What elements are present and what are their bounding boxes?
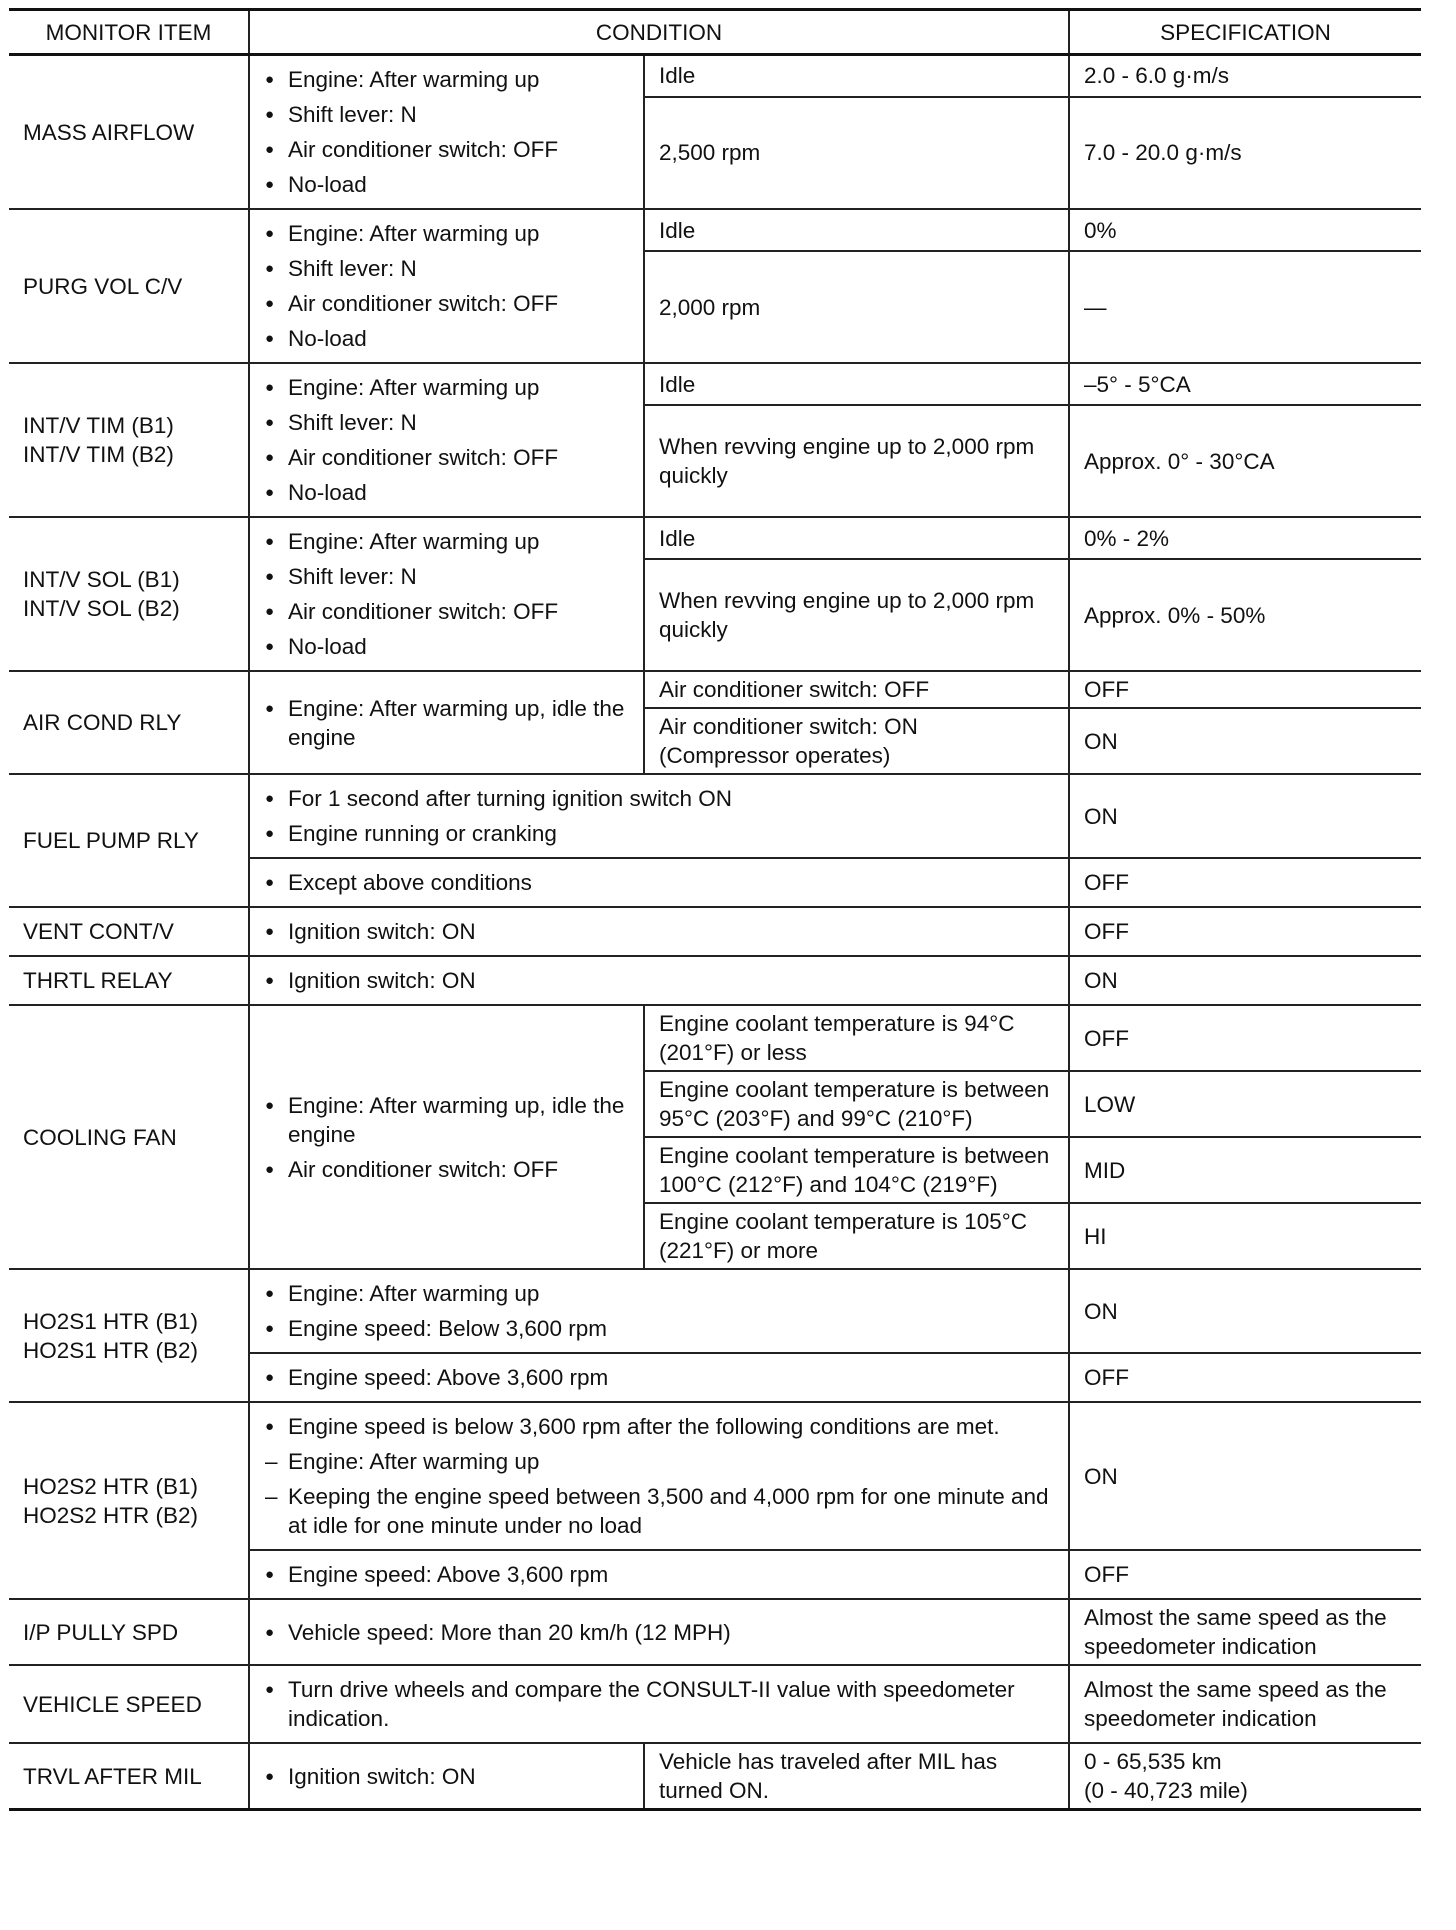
condition-item: ● Engine speed: Below 3,600 rpm bbox=[264, 1314, 1054, 1343]
item-line: INT/V TIM (B2) bbox=[23, 442, 174, 467]
table-row bbox=[9, 363, 1421, 405]
table-row bbox=[9, 517, 1421, 559]
condition-item: ● Engine: After warming up, idle the engine bbox=[264, 1091, 629, 1149]
spec-value: ON bbox=[1069, 956, 1421, 1005]
item-line: INT/V TIM (B1) bbox=[23, 413, 174, 438]
subcondition: Idle bbox=[644, 209, 1069, 251]
condition-item: ● Ignition switch: ON bbox=[264, 917, 1054, 946]
header-row bbox=[9, 10, 1421, 55]
header-specification: SPECIFICATION bbox=[1069, 10, 1421, 55]
condition-list bbox=[249, 858, 1069, 907]
condition-item: ● Shift lever: N bbox=[264, 408, 629, 437]
spec-line: 0 - 65,535 km bbox=[1084, 1749, 1222, 1774]
spec-value: –5° - 5°CA bbox=[1069, 363, 1421, 405]
condition-item: ● No-load bbox=[264, 478, 629, 507]
spec-value: 7.0 - 20.0 g·m/s bbox=[1069, 97, 1421, 210]
condition-list bbox=[249, 1665, 1069, 1743]
condition-item: ● Engine: After warming up bbox=[264, 373, 629, 402]
item-vehicle-speed: VEHICLE SPEED bbox=[9, 1665, 249, 1743]
table-row bbox=[9, 774, 1421, 858]
condition-item: ● Ignition switch: ON bbox=[264, 1762, 629, 1791]
condition-list bbox=[249, 1743, 644, 1810]
spec-value: MID bbox=[1069, 1137, 1421, 1203]
monitor-spec-table bbox=[9, 8, 1421, 1811]
table-row bbox=[9, 956, 1421, 1005]
condition-list bbox=[249, 1269, 1069, 1353]
table-row bbox=[9, 1402, 1421, 1550]
subcondition: Idle bbox=[644, 363, 1069, 405]
condition-list bbox=[249, 774, 1069, 858]
condition-item: ● Shift lever: N bbox=[264, 254, 629, 283]
condition-list bbox=[249, 517, 644, 671]
condition-list bbox=[249, 209, 644, 363]
table-row bbox=[9, 1743, 1421, 1810]
item-vent-cont: VENT CONT/V bbox=[9, 907, 249, 956]
item-trvl-after-mil: TRVL AFTER MIL bbox=[9, 1743, 249, 1810]
spec-value: Almost the same speed as the speedometer indication bbox=[1069, 1599, 1421, 1665]
table-row bbox=[9, 907, 1421, 956]
item-line: INT/V SOL (B2) bbox=[23, 596, 180, 621]
item-mass-airflow: MASS AIRFLOW bbox=[9, 55, 249, 210]
condition-item: ● Shift lever: N bbox=[264, 562, 629, 591]
condition-item: ● No-load bbox=[264, 324, 629, 353]
subcondition: When revving engine up to 2,000 rpm quickly bbox=[644, 559, 1069, 671]
condition-subitem: – Engine: After warming up bbox=[264, 1447, 1054, 1476]
condition-item: ● Engine: After warming up bbox=[264, 65, 629, 94]
condition-item: ● Air conditioner switch: OFF bbox=[264, 135, 629, 164]
item-ho2s1-htr bbox=[9, 1269, 249, 1402]
condition-item: ● Engine running or cranking bbox=[264, 819, 1054, 848]
spec-value: OFF bbox=[1069, 907, 1421, 956]
spec-value: 0% - 2% bbox=[1069, 517, 1421, 559]
spec-value bbox=[1069, 1743, 1421, 1810]
condition-item: ● Engine: After warming up, idle the engine bbox=[264, 694, 629, 752]
condition-item: ● Air conditioner switch: OFF bbox=[264, 289, 629, 318]
condition-item: ● Turn drive wheels and compare the CONSULT-II value with speedometer indication. bbox=[264, 1675, 1054, 1733]
subcondition: Engine coolant temperature is between 100°C (212°F) and 104°C (219°F) bbox=[644, 1137, 1069, 1203]
condition-list bbox=[249, 1353, 1069, 1402]
table-row bbox=[9, 1269, 1421, 1353]
condition-item: ● For 1 second after turning ignition switch ON bbox=[264, 784, 1054, 813]
item-air-cond-rly: AIR COND RLY bbox=[9, 671, 249, 774]
spec-value: OFF bbox=[1069, 858, 1421, 907]
condition-list bbox=[249, 956, 1069, 1005]
item-intv-tim bbox=[9, 363, 249, 517]
item-line: INT/V SOL (B1) bbox=[23, 567, 180, 592]
spec-value: 0% bbox=[1069, 209, 1421, 251]
item-fuel-pump-rly: FUEL PUMP RLY bbox=[9, 774, 249, 907]
table-row bbox=[9, 671, 1421, 708]
spec-value: OFF bbox=[1069, 1353, 1421, 1402]
spec-value: OFF bbox=[1069, 1550, 1421, 1599]
condition-item: ● Except above conditions bbox=[264, 868, 1054, 897]
table-row bbox=[9, 1599, 1421, 1665]
condition-list bbox=[249, 55, 644, 210]
spec-value: ON bbox=[1069, 774, 1421, 858]
spec-value: ON bbox=[1069, 1402, 1421, 1550]
subcondition: Idle bbox=[644, 55, 1069, 97]
condition-item: ● Engine speed: Above 3,600 rpm bbox=[264, 1363, 1054, 1392]
spec-value: Approx. 0% - 50% bbox=[1069, 559, 1421, 671]
table-row bbox=[9, 1005, 1421, 1071]
item-purg-vol: PURG VOL C/V bbox=[9, 209, 249, 363]
table-row bbox=[9, 55, 1421, 97]
condition-item: ● Engine: After warming up bbox=[264, 527, 629, 556]
subcondition: Vehicle has traveled after MIL has turned ON. bbox=[644, 1743, 1069, 1810]
table-row bbox=[9, 209, 1421, 251]
spec-value: OFF bbox=[1069, 1005, 1421, 1071]
item-line: HO2S1 HTR (B2) bbox=[23, 1337, 199, 1363]
subcondition: 2,500 rpm bbox=[644, 97, 1069, 210]
spec-value: Almost the same speed as the speedometer indication bbox=[1069, 1665, 1421, 1743]
condition-list bbox=[249, 907, 1069, 956]
subcondition: Air conditioner switch: ON (Compressor operates) bbox=[644, 708, 1069, 774]
item-intv-sol bbox=[9, 517, 249, 671]
spec-line: (0 - 40,723 mile) bbox=[1084, 1778, 1248, 1803]
condition-item: ● Engine speed: Above 3,600 rpm bbox=[264, 1560, 1054, 1589]
condition-list bbox=[249, 1599, 1069, 1665]
condition-item: ● Air conditioner switch: OFF bbox=[264, 597, 629, 626]
spec-value: Approx. 0° - 30°CA bbox=[1069, 405, 1421, 517]
item-ho2s2-htr bbox=[9, 1402, 249, 1599]
spec-value: OFF bbox=[1069, 671, 1421, 708]
subcondition: Air conditioner switch: OFF bbox=[644, 671, 1069, 708]
header-monitor-item: MONITOR ITEM bbox=[9, 10, 249, 55]
header-condition: CONDITION bbox=[249, 10, 1069, 55]
condition-list bbox=[249, 1550, 1069, 1599]
condition-subitem: – Keeping the engine speed between 3,500 and 4,000 rpm for one minute and at idle for one minute under no load bbox=[264, 1482, 1054, 1540]
spec-value: — bbox=[1069, 251, 1421, 363]
condition-item: ● Shift lever: N bbox=[264, 100, 629, 129]
item-thrtl-relay: THRTL RELAY bbox=[9, 956, 249, 1005]
condition-item: ● Air conditioner switch: OFF bbox=[264, 1155, 629, 1184]
condition-item: ● Air conditioner switch: OFF bbox=[264, 443, 629, 472]
condition-list bbox=[249, 363, 644, 517]
subcondition: Idle bbox=[644, 517, 1069, 559]
subcondition: 2,000 rpm bbox=[644, 251, 1069, 363]
spec-value: LOW bbox=[1069, 1071, 1421, 1137]
condition-list bbox=[249, 1402, 1069, 1550]
condition-item: ● Engine: After warming up bbox=[264, 1279, 1054, 1308]
condition-list bbox=[249, 671, 644, 774]
item-line: HO2S2 HTR (B1) bbox=[23, 1473, 199, 1499]
spec-value: ON bbox=[1069, 708, 1421, 774]
condition-item: ● Engine speed is below 3,600 rpm after the following conditions are met. bbox=[264, 1412, 1054, 1441]
subcondition: Engine coolant temperature is 105°C (221°F) or more bbox=[644, 1203, 1069, 1269]
table-row bbox=[9, 1665, 1421, 1743]
item-cooling-fan: COOLING FAN bbox=[9, 1005, 249, 1269]
spec-value: HI bbox=[1069, 1203, 1421, 1269]
subcondition: Engine coolant temperature is between 95°C (203°F) and 99°C (210°F) bbox=[644, 1071, 1069, 1137]
item-line: HO2S1 HTR (B1) bbox=[23, 1308, 199, 1334]
subcondition: Engine coolant temperature is 94°C (201°F) or less bbox=[644, 1005, 1069, 1071]
subcondition: When revving engine up to 2,000 rpm quickly bbox=[644, 405, 1069, 517]
condition-item: ● Engine: After warming up bbox=[264, 219, 629, 248]
condition-item: ● Vehicle speed: More than 20 km/h (12 MPH) bbox=[264, 1618, 1054, 1647]
spec-value: 2.0 - 6.0 g·m/s bbox=[1069, 55, 1421, 97]
item-line: HO2S2 HTR (B2) bbox=[23, 1502, 199, 1528]
condition-item: ● No-load bbox=[264, 632, 629, 661]
condition-item: ● No-load bbox=[264, 170, 629, 199]
condition-list bbox=[249, 1005, 644, 1269]
spec-value: ON bbox=[1069, 1269, 1421, 1353]
item-ip-pully-spd: I/P PULLY SPD bbox=[9, 1599, 249, 1665]
condition-item: ● Ignition switch: ON bbox=[264, 966, 1054, 995]
